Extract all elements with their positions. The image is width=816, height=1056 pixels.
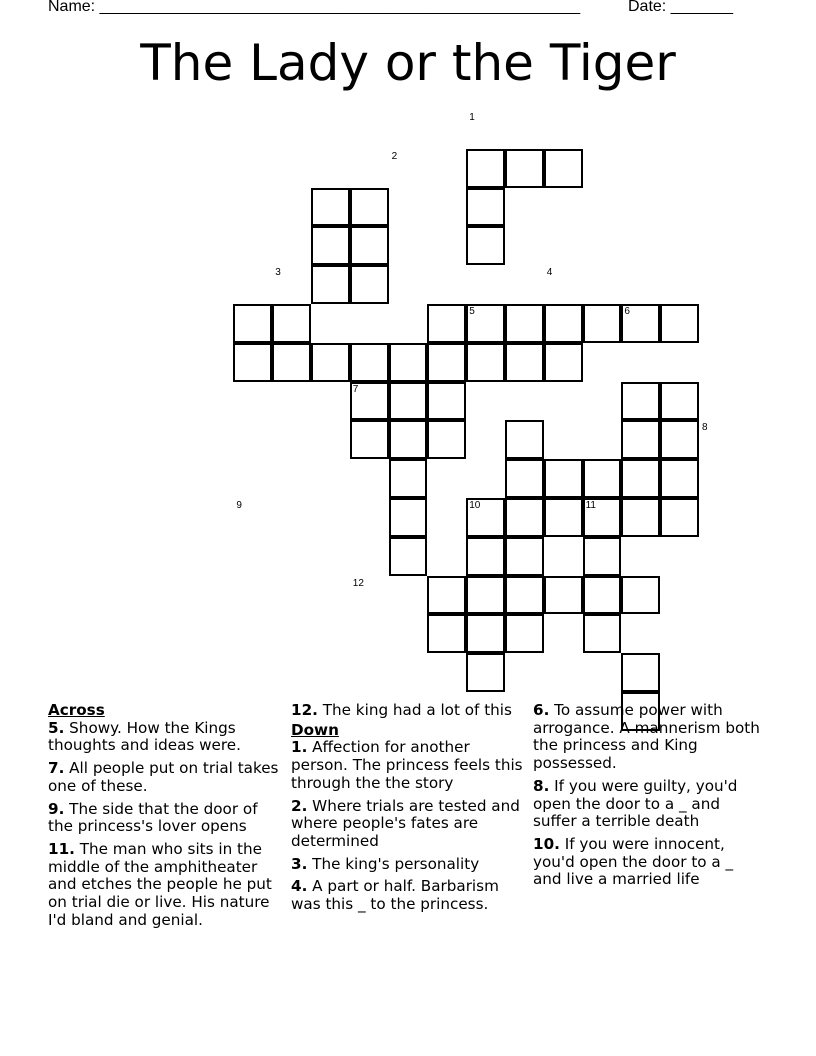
clue-text: Affection for another person. The princess feels this through the the story [291, 738, 523, 792]
down-heading: Down [291, 720, 339, 739]
clue-number: 12. [291, 701, 318, 719]
clue-down-8 [533, 778, 765, 831]
grid-cell[interactable] [466, 188, 505, 227]
grid-cell[interactable] [660, 304, 699, 343]
clues-column-1 [48, 702, 286, 934]
clue-number: 10. [533, 834, 560, 853]
grid-cell[interactable] [311, 188, 350, 227]
clue-text: A part or half. Barbarism was this _ to the princess. [291, 877, 499, 914]
clue-text: If you were guilty, you'd open the door to a _ and suffer a terrible death [533, 776, 738, 831]
grid-cell[interactable] [350, 420, 389, 459]
cell-number: 9 [236, 500, 242, 511]
clue-down-1 [291, 739, 523, 792]
clue-across-12 [291, 702, 523, 720]
grid-cell[interactable] [544, 343, 583, 382]
across-heading: Across [48, 701, 105, 719]
cell-number: 5 [469, 306, 475, 317]
clue-text: Where trials are tested and where people's fates are determined [291, 796, 520, 850]
grid-cell[interactable] [466, 576, 505, 615]
grid-cell[interactable] [311, 226, 350, 265]
grid-cell[interactable] [621, 653, 660, 692]
cell-number: 11 [585, 500, 596, 511]
cell-number: 4 [546, 267, 553, 279]
grid-cell[interactable] [621, 459, 660, 498]
grid-cell[interactable] [621, 420, 660, 459]
grid-cell[interactable] [544, 304, 583, 343]
clue-down-4 [291, 878, 523, 913]
grid-cell[interactable] [350, 265, 389, 304]
grid-cell[interactable] [466, 653, 505, 692]
grid-cell[interactable] [311, 343, 350, 382]
grid-cell[interactable] [427, 614, 466, 653]
clue-down-2 [291, 798, 523, 851]
grid-cell[interactable] [466, 343, 505, 382]
clue-text: If you were innocent, you'd open the door to a _ and live a married life [533, 834, 734, 889]
grid-cell[interactable] [660, 459, 699, 498]
grid-cell[interactable] [350, 226, 389, 265]
grid-cell[interactable] [505, 576, 544, 615]
grid-cell[interactable] [583, 459, 622, 498]
clue-number: 11. [48, 839, 75, 858]
clue-text: To assume power with arrogance. A mannerism both the princess and King possessed. [533, 701, 760, 773]
grid-cell[interactable] [583, 537, 622, 576]
cell-number: 2 [391, 150, 398, 162]
grid-cell[interactable] [621, 576, 660, 615]
cell-number: 1 [469, 112, 475, 123]
grid-cell[interactable] [583, 304, 622, 343]
grid-cell[interactable] [272, 304, 311, 343]
grid-cell[interactable] [660, 420, 699, 459]
grid-cell[interactable] [583, 614, 622, 653]
grid-cell[interactable] [544, 576, 583, 615]
grid-cell[interactable] [544, 149, 583, 188]
grid-cell[interactable] [427, 576, 466, 615]
clues-column-3 [533, 702, 765, 894]
grid-cell[interactable] [466, 614, 505, 653]
clue-text: The side that the door of the princess's lover opens [48, 799, 258, 836]
grid-cell[interactable] [311, 265, 350, 304]
name-field-label: Name: ______________________________________________________ [48, 0, 581, 15]
grid-cell[interactable] [389, 382, 428, 421]
clue-number: 4. [291, 877, 308, 896]
grid-cell[interactable] [505, 343, 544, 382]
puzzle-title: The Lady or the Tiger [140, 34, 676, 92]
grid-cell[interactable] [583, 576, 622, 615]
grid-cell[interactable] [505, 498, 544, 537]
clue-text: Showy. How the Kings thoughts and ideas were. [48, 718, 241, 755]
grid-cell[interactable] [505, 420, 544, 459]
grid-cell[interactable] [544, 459, 583, 498]
clue-across-9 [48, 801, 286, 836]
cell-number: 8 [702, 422, 708, 434]
clue-number: 1. [291, 738, 308, 757]
grid-cell[interactable] [427, 304, 466, 343]
grid-cell[interactable] [660, 382, 699, 421]
grid-cell[interactable] [466, 149, 505, 188]
grid-cell[interactable] [660, 498, 699, 537]
clue-text: All people put on trial takes one of these. [48, 759, 279, 795]
grid-cell[interactable] [505, 614, 544, 653]
clue-down-3 [291, 856, 523, 874]
clue-number: 5. [48, 718, 65, 737]
grid-cell[interactable] [233, 304, 272, 343]
clue-number: 9. [48, 799, 65, 818]
clue-number: 7. [48, 759, 65, 778]
clue-text: The king had a lot of this [317, 701, 512, 719]
clue-text: The king's personality [307, 854, 480, 873]
clue-number: 6. [533, 701, 550, 719]
grid-cell[interactable] [350, 188, 389, 227]
clue-number: 2. [291, 796, 308, 815]
grid-cell[interactable] [466, 537, 505, 576]
grid-cell[interactable] [621, 498, 660, 537]
grid-cell[interactable] [427, 382, 466, 421]
cell-number: 7 [352, 383, 359, 395]
grid-cell[interactable] [233, 343, 272, 382]
grid-cell[interactable] [389, 420, 428, 459]
grid-cell[interactable] [389, 498, 428, 537]
grid-cell[interactable] [389, 343, 428, 382]
grid-cell[interactable] [505, 459, 544, 498]
grid-cell[interactable] [544, 498, 583, 537]
grid-cell[interactable] [389, 459, 428, 498]
grid-cell[interactable] [350, 343, 389, 382]
grid-cell[interactable] [505, 149, 544, 188]
date-field-label: Date: _______ [628, 0, 733, 15]
clue-across-5 [48, 720, 286, 755]
grid-cell[interactable] [272, 343, 311, 382]
cell-number: 12 [352, 577, 364, 589]
clue-across-7 [48, 760, 286, 795]
grid-cell[interactable] [466, 226, 505, 265]
grid-cell[interactable] [427, 420, 466, 459]
clue-down-10 [533, 836, 765, 889]
clue-number: 8. [533, 776, 550, 795]
clue-across-11 [48, 841, 286, 930]
cell-number: 3 [275, 267, 281, 279]
grid-cell[interactable] [621, 382, 660, 421]
clue-down-6 [533, 702, 765, 773]
cell-number: 6 [624, 306, 630, 317]
cell-number: 10 [469, 500, 481, 511]
clue-number: 3. [291, 854, 308, 873]
grid-cell[interactable] [389, 537, 428, 576]
grid-cell[interactable] [505, 304, 544, 343]
clue-text: The man who sits in the middle of the amphitheater and etches the people he put on trial die or live. His nature I'd bland and genial. [48, 839, 272, 929]
clues-column-2 [291, 702, 523, 919]
grid-cell[interactable] [505, 537, 544, 576]
grid-cell[interactable] [427, 343, 466, 382]
